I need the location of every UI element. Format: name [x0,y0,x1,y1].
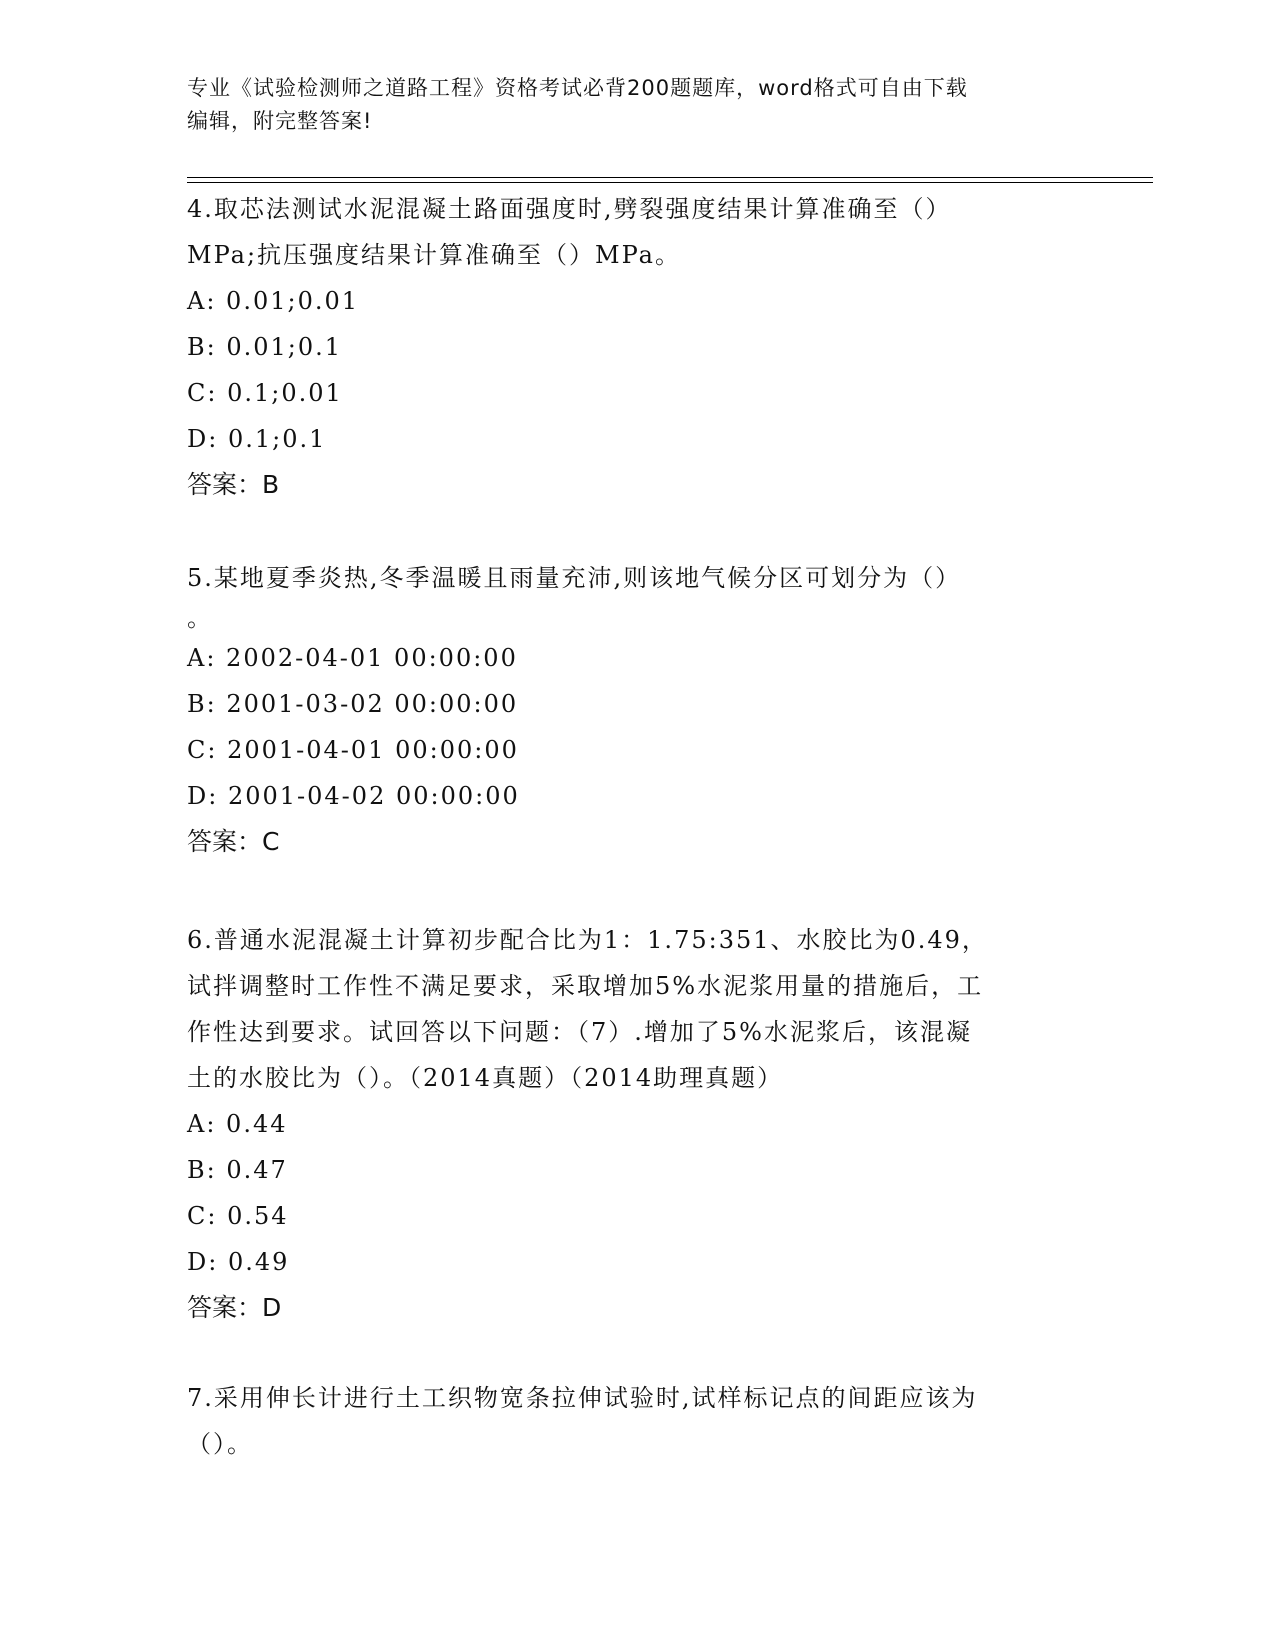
question-stem-line: MPa;抗压强度结果计算准确至（）MPa。 [187,241,681,269]
option-a: A: 2002-04-01 00:00:00 [187,644,518,672]
option-b: B: 0.01;0.1 [187,333,343,361]
option-d: D: 2001-04-02 00:00:00 [187,782,520,810]
question-4 [187,186,1087,508]
header-line-2: 编辑，附完整答案! [187,109,373,133]
answer: 答案：D [187,1293,282,1322]
option-a: A: 0.44 [187,1110,288,1138]
option-c: C: 0.54 [187,1202,289,1230]
option-b: B: 2001-03-02 00:00:00 [187,690,519,718]
option-c: C: 0.1;0.01 [187,379,343,407]
document-header [187,72,1067,138]
header-divider-top [187,177,1153,178]
question-stem-line: 4.取芯法测试水泥混凝土路面强度时,劈裂强度结果计算准确至（） [187,195,952,223]
question-stem-line: 试拌调整时工作性不满足要求，采取增加5%水泥浆用量的措施后，工 [187,972,984,1000]
question-stem-line: （）。 [187,1430,253,1458]
question-6 [187,917,1087,1331]
question-stem-line: 7.采用伸长计进行土工织物宽条拉伸试验时,试样标记点的间距应该为 [187,1384,978,1412]
option-d: D: 0.1;0.1 [187,425,327,453]
question-5 [187,555,1087,865]
header-divider-bottom [187,182,1153,183]
answer: 答案：B [187,470,280,499]
option-c: C: 2001-04-01 00:00:00 [187,736,519,764]
question-stem-line: 6.普通水泥混凝土计算初步配合比为1：1.75:351、水胶比为0.49， [187,926,988,954]
question-stem-line: 。 [187,604,213,632]
header-line-1: 专业《试验检测师之道路工程》资格考试必背200题题库，word格式可自由下载 [187,76,968,100]
option-b: B: 0.47 [187,1156,288,1184]
option-a: A: 0.01;0.01 [187,287,360,315]
question-stem-line: 5.某地夏季炎热,冬季温暖且雨量充沛,则该地气候分区可划分为（） [187,564,962,592]
option-d: D: 0.49 [187,1248,290,1276]
question-stem-line: 作性达到要求。试回答以下问题：（7）.增加了5%水泥浆后，该混凝 [187,1018,972,1046]
question-stem-line: 土的水胶比为（）。（2014真题）（2014助理真题） [187,1064,784,1092]
question-7 [187,1375,1087,1467]
answer: 答案：C [187,827,280,856]
